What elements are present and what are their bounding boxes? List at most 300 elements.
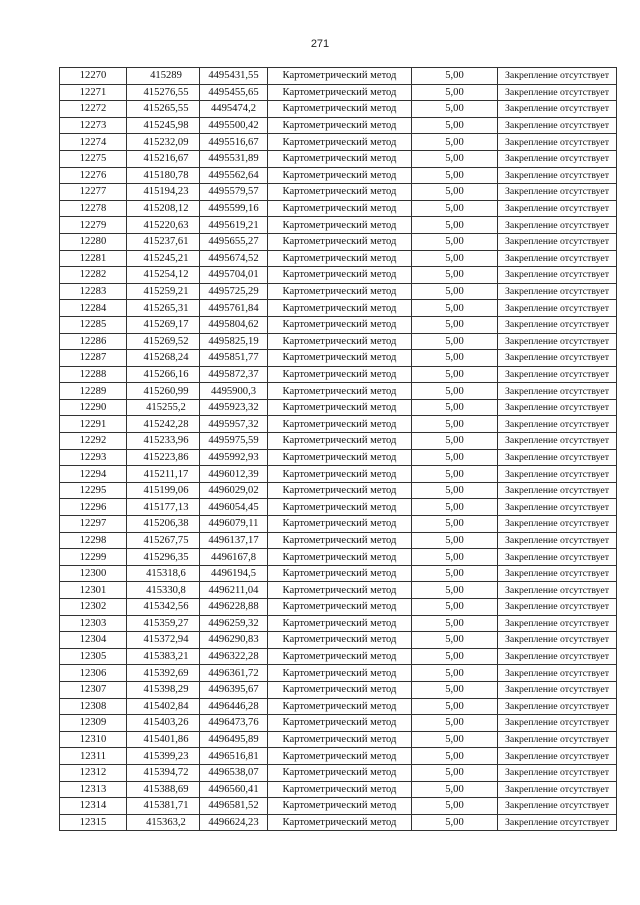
x-coordinate-cell: 415211,17 [127,466,200,483]
x-coordinate-cell: 415383,21 [127,648,200,665]
x-coordinate-cell: 415266,16 [127,366,200,383]
x-coordinate-cell: 415206,38 [127,516,200,533]
fixation-cell: Закрепление отсутствует [498,698,617,715]
coordinates-table-body [60,68,617,831]
y-coordinate-cell: 4495579,57 [200,184,268,201]
method-cell: Картометрический метод [268,731,412,748]
accuracy-cell: 5,00 [412,731,498,748]
accuracy-cell: 5,00 [412,798,498,815]
accuracy-cell: 5,00 [412,665,498,682]
table-row [60,565,617,582]
point-number-cell: 12276 [60,167,127,184]
table-row [60,433,617,450]
accuracy-cell: 5,00 [412,549,498,566]
point-number-cell: 12272 [60,101,127,118]
fixation-cell: Закрепление отсутствует [498,267,617,284]
y-coordinate-cell: 4495531,89 [200,150,268,167]
y-coordinate-cell: 4496473,76 [200,715,268,732]
accuracy-cell: 5,00 [412,84,498,101]
point-number-cell: 12312 [60,764,127,781]
fixation-cell: Закрепление отсутствует [498,117,617,134]
x-coordinate-cell: 415403,26 [127,715,200,732]
table-row [60,814,617,831]
table-row [60,316,617,333]
table-row [60,582,617,599]
table-row [60,615,617,632]
x-coordinate-cell: 415296,35 [127,549,200,566]
y-coordinate-cell: 4495923,32 [200,399,268,416]
method-cell: Картометрический метод [268,217,412,234]
accuracy-cell: 5,00 [412,764,498,781]
x-coordinate-cell: 415180,78 [127,167,200,184]
fixation-cell: Закрепление отсутствует [498,565,617,582]
point-number-cell: 12300 [60,565,127,582]
x-coordinate-cell: 415363,2 [127,814,200,831]
point-number-cell: 12287 [60,350,127,367]
y-coordinate-cell: 4496560,41 [200,781,268,798]
point-number-cell: 12309 [60,715,127,732]
y-coordinate-cell: 4495500,42 [200,117,268,134]
y-coordinate-cell: 4495655,27 [200,233,268,250]
accuracy-cell: 5,00 [412,399,498,416]
point-number-cell: 12285 [60,316,127,333]
accuracy-cell: 5,00 [412,698,498,715]
fixation-cell: Закрепление отсутствует [498,814,617,831]
x-coordinate-cell: 415267,75 [127,532,200,549]
table-row [60,681,617,698]
y-coordinate-cell: 4496259,32 [200,615,268,632]
x-coordinate-cell: 415245,21 [127,250,200,267]
fixation-cell: Закрепление отсутствует [498,781,617,798]
accuracy-cell: 5,00 [412,416,498,433]
y-coordinate-cell: 4496538,07 [200,764,268,781]
method-cell: Картометрический метод [268,499,412,516]
fixation-cell: Закрепление отсутствует [498,416,617,433]
table-row [60,499,617,516]
accuracy-cell: 5,00 [412,466,498,483]
method-cell: Картометрический метод [268,698,412,715]
point-number-cell: 12307 [60,681,127,698]
x-coordinate-cell: 415289 [127,68,200,85]
table-row [60,350,617,367]
x-coordinate-cell: 415401,86 [127,731,200,748]
fixation-cell: Закрепление отсутствует [498,217,617,234]
accuracy-cell: 5,00 [412,632,498,649]
method-cell: Картометрический метод [268,764,412,781]
table-row [60,366,617,383]
y-coordinate-cell: 4496012,39 [200,466,268,483]
y-coordinate-cell: 4495851,77 [200,350,268,367]
point-number-cell: 12314 [60,798,127,815]
x-coordinate-cell: 415208,12 [127,200,200,217]
x-coordinate-cell: 415259,21 [127,283,200,300]
table-row [60,532,617,549]
fixation-cell: Закрепление отсутствует [498,150,617,167]
table-row [60,267,617,284]
y-coordinate-cell: 4496211,04 [200,582,268,599]
table-row [60,68,617,85]
point-number-cell: 12282 [60,267,127,284]
x-coordinate-cell: 415220,63 [127,217,200,234]
accuracy-cell: 5,00 [412,482,498,499]
point-number-cell: 12313 [60,781,127,798]
y-coordinate-cell: 4495992,93 [200,449,268,466]
y-coordinate-cell: 4495455,65 [200,84,268,101]
method-cell: Картометрический метод [268,300,412,317]
fixation-cell: Закрепление отсутствует [498,764,617,781]
fixation-cell: Закрепление отсутствует [498,499,617,516]
accuracy-cell: 5,00 [412,250,498,267]
x-coordinate-cell: 415223,86 [127,449,200,466]
table-row [60,715,617,732]
method-cell: Картометрический метод [268,532,412,549]
fixation-cell: Закрепление отсутствует [498,665,617,682]
x-coordinate-cell: 415254,12 [127,267,200,284]
fixation-cell: Закрепление отсутствует [498,599,617,616]
point-number-cell: 12306 [60,665,127,682]
method-cell: Картометрический метод [268,632,412,649]
fixation-cell: Закрепление отсутствует [498,366,617,383]
point-number-cell: 12293 [60,449,127,466]
x-coordinate-cell: 415265,31 [127,300,200,317]
point-number-cell: 12273 [60,117,127,134]
method-cell: Картометрический метод [268,167,412,184]
x-coordinate-cell: 415394,72 [127,764,200,781]
table-row [60,300,617,317]
accuracy-cell: 5,00 [412,814,498,831]
fixation-cell: Закрепление отсутствует [498,350,617,367]
fixation-cell: Закрепление отсутствует [498,532,617,549]
method-cell: Картометрический метод [268,150,412,167]
y-coordinate-cell: 4496495,89 [200,731,268,748]
accuracy-cell: 5,00 [412,532,498,549]
accuracy-cell: 5,00 [412,599,498,616]
y-coordinate-cell: 4495431,55 [200,68,268,85]
fixation-cell: Закрепление отсутствует [498,748,617,765]
fixation-cell: Закрепление отсутствует [498,466,617,483]
y-coordinate-cell: 4495900,3 [200,383,268,400]
y-coordinate-cell: 4496624,23 [200,814,268,831]
x-coordinate-cell: 415392,69 [127,665,200,682]
y-coordinate-cell: 4495674,52 [200,250,268,267]
y-coordinate-cell: 4496079,11 [200,516,268,533]
table-row [60,416,617,433]
table-row [60,764,617,781]
x-coordinate-cell: 415233,96 [127,433,200,450]
point-number-cell: 12294 [60,466,127,483]
x-coordinate-cell: 415276,55 [127,84,200,101]
accuracy-cell: 5,00 [412,516,498,533]
table-row [60,698,617,715]
fixation-cell: Закрепление отсутствует [498,316,617,333]
point-number-cell: 12283 [60,283,127,300]
table-row [60,333,617,350]
fixation-cell: Закрепление отсутствует [498,516,617,533]
x-coordinate-cell: 415372,94 [127,632,200,649]
method-cell: Картометрический метод [268,599,412,616]
x-coordinate-cell: 415265,55 [127,101,200,118]
table-row [60,200,617,217]
point-number-cell: 12270 [60,68,127,85]
accuracy-cell: 5,00 [412,167,498,184]
x-coordinate-cell: 415269,17 [127,316,200,333]
accuracy-cell: 5,00 [412,101,498,118]
fixation-cell: Закрепление отсутствует [498,233,617,250]
method-cell: Картометрический метод [268,184,412,201]
method-cell: Картометрический метод [268,383,412,400]
y-coordinate-cell: 4495804,62 [200,316,268,333]
table-row [60,399,617,416]
fixation-cell: Закрепление отсутствует [498,300,617,317]
accuracy-cell: 5,00 [412,350,498,367]
table-row [60,117,617,134]
y-coordinate-cell: 4495872,37 [200,366,268,383]
x-coordinate-cell: 415402,84 [127,698,200,715]
method-cell: Картометрический метод [268,781,412,798]
table-row [60,167,617,184]
x-coordinate-cell: 415269,52 [127,333,200,350]
point-number-cell: 12279 [60,217,127,234]
y-coordinate-cell: 4495761,84 [200,300,268,317]
accuracy-cell: 5,00 [412,184,498,201]
x-coordinate-cell: 415245,98 [127,117,200,134]
method-cell: Картометрический метод [268,798,412,815]
accuracy-cell: 5,00 [412,333,498,350]
point-number-cell: 12290 [60,399,127,416]
point-number-cell: 12275 [60,150,127,167]
x-coordinate-cell: 415232,09 [127,134,200,151]
accuracy-cell: 5,00 [412,715,498,732]
point-number-cell: 12301 [60,582,127,599]
method-cell: Картометрический метод [268,565,412,582]
point-number-cell: 12277 [60,184,127,201]
method-cell: Картометрический метод [268,134,412,151]
x-coordinate-cell: 415237,61 [127,233,200,250]
y-coordinate-cell: 4495975,59 [200,433,268,450]
page-number: 271 [310,38,330,50]
accuracy-cell: 5,00 [412,134,498,151]
accuracy-cell: 5,00 [412,117,498,134]
method-cell: Картометрический метод [268,250,412,267]
fixation-cell: Закрепление отсутствует [498,582,617,599]
method-cell: Картометрический метод [268,748,412,765]
accuracy-cell: 5,00 [412,499,498,516]
point-number-cell: 12281 [60,250,127,267]
point-number-cell: 12286 [60,333,127,350]
x-coordinate-cell: 415242,28 [127,416,200,433]
table-row [60,798,617,815]
y-coordinate-cell: 4496167,8 [200,549,268,566]
table-row [60,250,617,267]
method-cell: Картометрический метод [268,84,412,101]
table-row [60,184,617,201]
table-row [60,449,617,466]
x-coordinate-cell: 415381,71 [127,798,200,815]
fixation-cell: Закрепление отсутствует [498,283,617,300]
accuracy-cell: 5,00 [412,300,498,317]
table-row [60,233,617,250]
table-row [60,731,617,748]
fixation-cell: Закрепление отсутствует [498,648,617,665]
fixation-cell: Закрепление отсутствует [498,333,617,350]
method-cell: Картометрический метод [268,615,412,632]
x-coordinate-cell: 415388,69 [127,781,200,798]
table-row [60,84,617,101]
table-row [60,217,617,234]
method-cell: Картометрический метод [268,200,412,217]
method-cell: Картометрический метод [268,433,412,450]
table-row [60,748,617,765]
table-row [60,781,617,798]
fixation-cell: Закрепление отсутствует [498,250,617,267]
accuracy-cell: 5,00 [412,582,498,599]
fixation-cell: Закрепление отсутствует [498,68,617,85]
fixation-cell: Закрепление отсутствует [498,482,617,499]
y-coordinate-cell: 4496228,88 [200,599,268,616]
point-number-cell: 12299 [60,549,127,566]
method-cell: Картометрический метод [268,516,412,533]
fixation-cell: Закрепление отсутствует [498,632,617,649]
method-cell: Картометрический метод [268,648,412,665]
fixation-cell: Закрепление отсутствует [498,184,617,201]
x-coordinate-cell: 415359,27 [127,615,200,632]
y-coordinate-cell: 4496137,17 [200,532,268,549]
x-coordinate-cell: 415318,6 [127,565,200,582]
method-cell: Картометрический метод [268,416,412,433]
method-cell: Картометрический метод [268,665,412,682]
table-row [60,516,617,533]
x-coordinate-cell: 415268,24 [127,350,200,367]
y-coordinate-cell: 4495825,19 [200,333,268,350]
method-cell: Картометрический метод [268,350,412,367]
x-coordinate-cell: 415260,99 [127,383,200,400]
method-cell: Картометрический метод [268,582,412,599]
table-row [60,150,617,167]
y-coordinate-cell: 4496361,72 [200,665,268,682]
table-row [60,599,617,616]
accuracy-cell: 5,00 [412,781,498,798]
accuracy-cell: 5,00 [412,283,498,300]
y-coordinate-cell: 4496322,28 [200,648,268,665]
accuracy-cell: 5,00 [412,383,498,400]
fixation-cell: Закрепление отсутствует [498,200,617,217]
method-cell: Картометрический метод [268,814,412,831]
fixation-cell: Закрепление отсутствует [498,101,617,118]
point-number-cell: 12292 [60,433,127,450]
fixation-cell: Закрепление отсутствует [498,167,617,184]
table-row [60,632,617,649]
table-row [60,648,617,665]
accuracy-cell: 5,00 [412,316,498,333]
point-number-cell: 12289 [60,383,127,400]
method-cell: Картометрический метод [268,267,412,284]
method-cell: Картометрический метод [268,715,412,732]
method-cell: Картометрический метод [268,366,412,383]
point-number-cell: 12302 [60,599,127,616]
accuracy-cell: 5,00 [412,233,498,250]
accuracy-cell: 5,00 [412,150,498,167]
x-coordinate-cell: 415199,06 [127,482,200,499]
point-number-cell: 12297 [60,516,127,533]
accuracy-cell: 5,00 [412,615,498,632]
accuracy-cell: 5,00 [412,648,498,665]
accuracy-cell: 5,00 [412,217,498,234]
point-number-cell: 12303 [60,615,127,632]
fixation-cell: Закрепление отсутствует [498,798,617,815]
point-number-cell: 12291 [60,416,127,433]
point-number-cell: 12298 [60,532,127,549]
fixation-cell: Закрепление отсутствует [498,84,617,101]
x-coordinate-cell: 415342,56 [127,599,200,616]
method-cell: Картометрический метод [268,233,412,250]
accuracy-cell: 5,00 [412,565,498,582]
y-coordinate-cell: 4496446,28 [200,698,268,715]
point-number-cell: 12305 [60,648,127,665]
y-coordinate-cell: 4495474,2 [200,101,268,118]
point-number-cell: 12271 [60,84,127,101]
y-coordinate-cell: 4495619,21 [200,217,268,234]
method-cell: Картометрический метод [268,101,412,118]
method-cell: Картометрический метод [268,399,412,416]
accuracy-cell: 5,00 [412,200,498,217]
accuracy-cell: 5,00 [412,748,498,765]
point-number-cell: 12288 [60,366,127,383]
method-cell: Картометрический метод [268,333,412,350]
accuracy-cell: 5,00 [412,366,498,383]
accuracy-cell: 5,00 [412,449,498,466]
point-number-cell: 12315 [60,814,127,831]
y-coordinate-cell: 4496516,81 [200,748,268,765]
x-coordinate-cell: 415194,23 [127,184,200,201]
method-cell: Картометрический метод [268,316,412,333]
fixation-cell: Закрепление отсутствует [498,433,617,450]
fixation-cell: Закрепление отсутствует [498,449,617,466]
y-coordinate-cell: 4495704,01 [200,267,268,284]
table-row [60,665,617,682]
fixation-cell: Закрепление отсутствует [498,615,617,632]
fixation-cell: Закрепление отсутствует [498,549,617,566]
accuracy-cell: 5,00 [412,68,498,85]
point-number-cell: 12295 [60,482,127,499]
table-row [60,383,617,400]
method-cell: Картометрический метод [268,466,412,483]
point-number-cell: 12278 [60,200,127,217]
point-number-cell: 12310 [60,731,127,748]
table-row [60,482,617,499]
fixation-cell: Закрепление отсутствует [498,715,617,732]
fixation-cell: Закрепление отсутствует [498,731,617,748]
point-number-cell: 12296 [60,499,127,516]
accuracy-cell: 5,00 [412,267,498,284]
point-number-cell: 12304 [60,632,127,649]
y-coordinate-cell: 4496029,02 [200,482,268,499]
y-coordinate-cell: 4495562,64 [200,167,268,184]
y-coordinate-cell: 4496054,45 [200,499,268,516]
table-row [60,134,617,151]
fixation-cell: Закрепление отсутствует [498,681,617,698]
point-number-cell: 12284 [60,300,127,317]
coordinates-table [59,67,617,831]
method-cell: Картометрический метод [268,283,412,300]
point-number-cell: 12308 [60,698,127,715]
accuracy-cell: 5,00 [412,681,498,698]
point-number-cell: 12311 [60,748,127,765]
x-coordinate-cell: 415330,8 [127,582,200,599]
y-coordinate-cell: 4495725,29 [200,283,268,300]
method-cell: Картометрический метод [268,117,412,134]
fixation-cell: Закрепление отсутствует [498,134,617,151]
x-coordinate-cell: 415255,2 [127,399,200,416]
